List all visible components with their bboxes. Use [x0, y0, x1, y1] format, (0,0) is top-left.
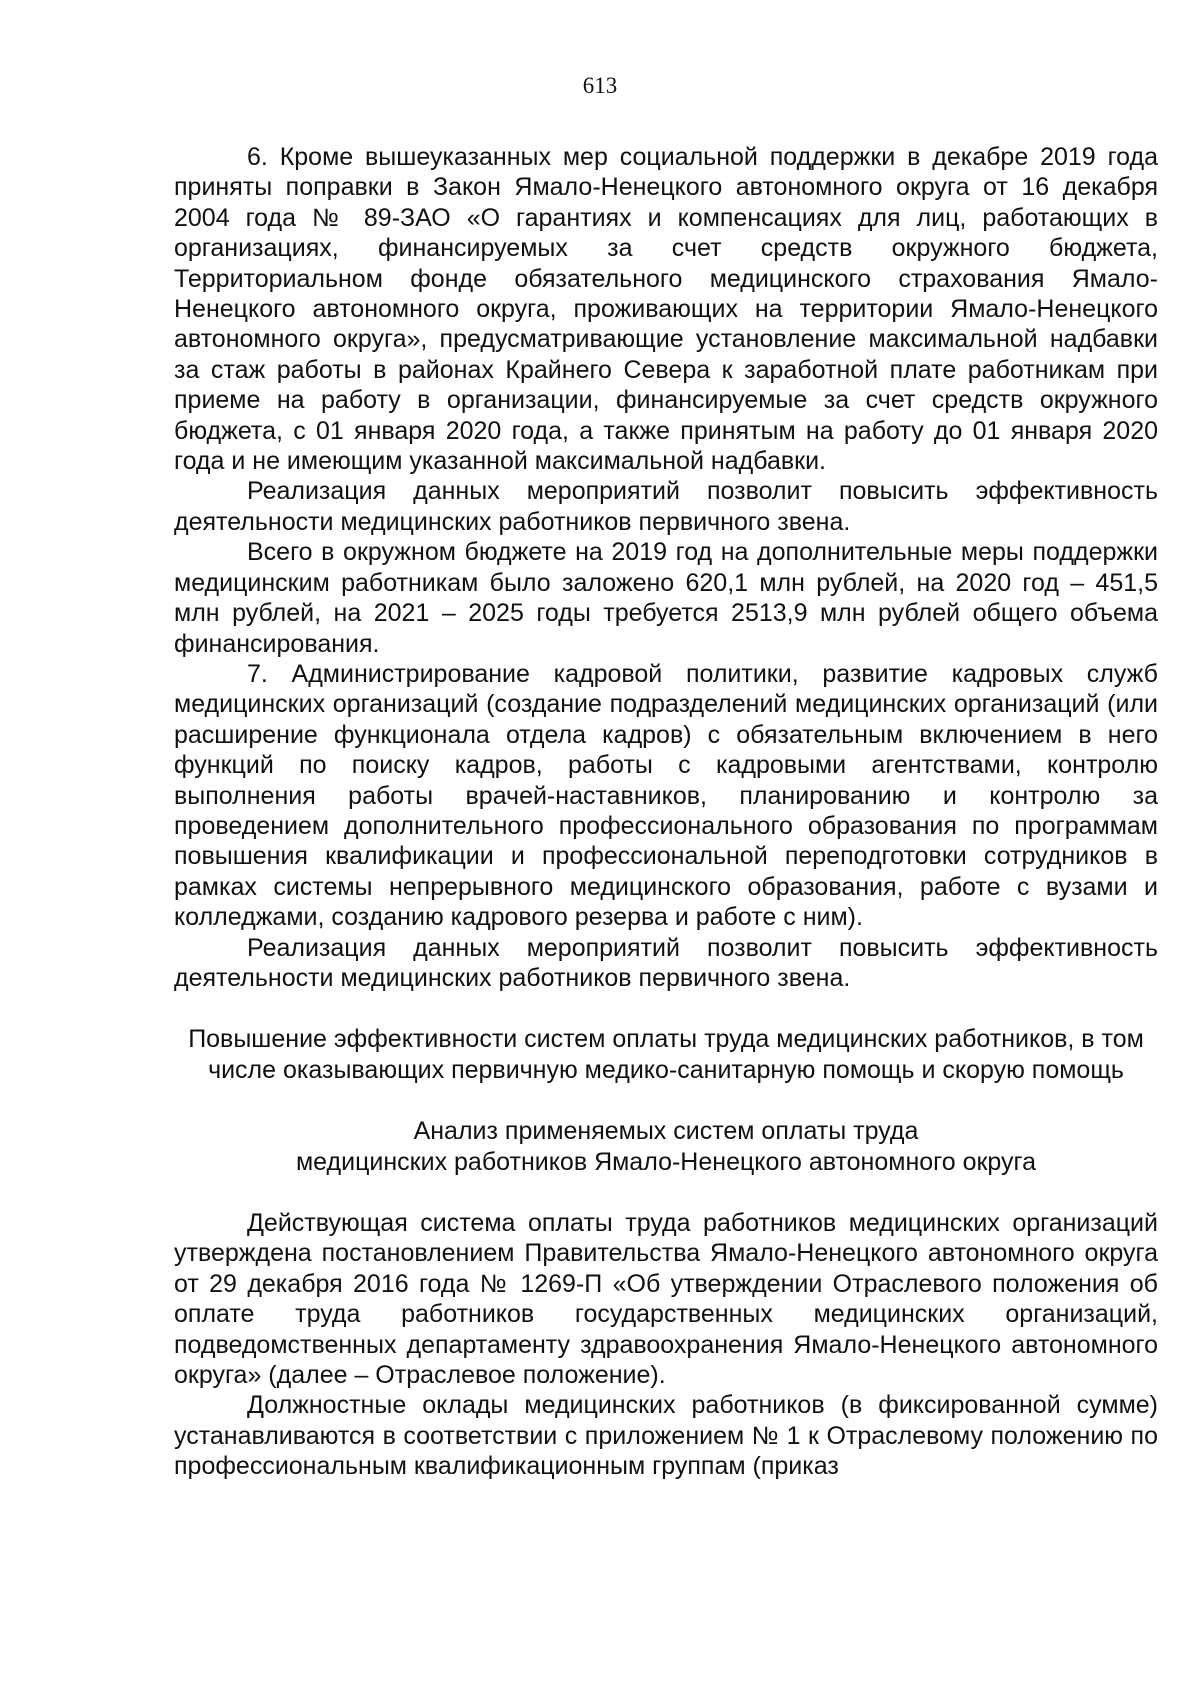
subsection-heading-line-1: Анализ применяемых систем оплаты труда — [413, 1117, 919, 1146]
section-heading: Повышение эффективности систем оплаты труда медицинских работников, в том числе оказывающих первичную медико-санитарную помощь и скорую помощь — [188, 1025, 1144, 1084]
paragraph-salaries: Должностные оклады медицинских работников (в фиксированной сумме) устанавливаются в соответствии с приложением № 1 к Отраслевому положению по профессиональным квалификационным группам (приказ — [174, 1391, 1158, 1481]
subsection-heading-line-2: медицинских работников Ямало-Ненецкого автономного округа — [295, 1147, 1037, 1176]
spacer — [174, 993, 1158, 1024]
spacer — [174, 1085, 1158, 1116]
paragraph-measure-7: 7. Администрирование кадровой политики, развитие кадровых служб медицинских организаций (создание подразделений медицинских организаций (или расширение функционала отдела кадров) с обязательным включением в него функций по поиску кадров, работы с кадровыми агентствами, контролю выполнения работы врачей-наставников, планированию и контролю за проведением дополнительного профессионального образования по программам повышения квалификации и профессиональной переподготовки сотрудников в рамках системы непрерывного медицинского образования, работе с вузами и колледжами, созданию кадрового резерва и работе с ним). — [174, 659, 1158, 932]
paragraph-effect-1: Реализация данных мероприятий позволит повысить эффективность деятельности медицинских работников первичного звена. — [174, 477, 1158, 536]
page-number: 613 — [582, 73, 618, 98]
document-body — [174, 142, 1158, 1482]
paragraph-pay-system: Действующая система оплаты труда работников медицинских организаций утверждена постановлением Правительства Ямало-Ненецкого автономного округа от 29 декабря 2016 года № 1269-П «Об утверждении Отраслевого положения об оплате труда работников государственных медицинских организаций, подведомственных департаменту здравоохранения Ямало-Ненецкого автономного округа» (далее – Отраслевое положение). — [174, 1209, 1158, 1390]
paragraph-budget: Всего в окружном бюджете на 2019 год на дополнительные меры поддержки медицинским работникам было заложено 620,1 млн рублей, на 2020 год – 451,5 млн рублей, на 2021 – 2025 годы требуется 2513,9 млн рублей общего объема финансирования. — [174, 538, 1158, 658]
paragraph-measure-6: 6. Кроме вышеуказанных мер социальной поддержки в декабре 2019 года приняты поправки в Закон Ямало-Ненецкого автономного округа от 16 декабря 2004 года № 89-ЗАО «О гарантиях и компенсациях для лиц, работающих в организациях, финансируемых за счет средств окружного бюджета, Территориальном фонде обязательного медицинского страхования Ямало-Ненецкого автономного округа, проживающих на территории Ямало-Ненецкого автономного округа», предусматривающие установление максимальной надбавки за стаж работы в районах Крайнего Севера к заработной плате работникам при приеме на работу в организации, финансируемые за счет средств окружного бюджета, с 01 января 2020 года, а также принятым на работу до 01 января 2020 года и не имеющим указанной максимальной надбавки. — [174, 143, 1158, 476]
spacer — [174, 1177, 1158, 1208]
paragraph-effect-2: Реализация данных мероприятий позволит повысить эффективность деятельности медицинских работников первичного звена. — [174, 933, 1158, 992]
